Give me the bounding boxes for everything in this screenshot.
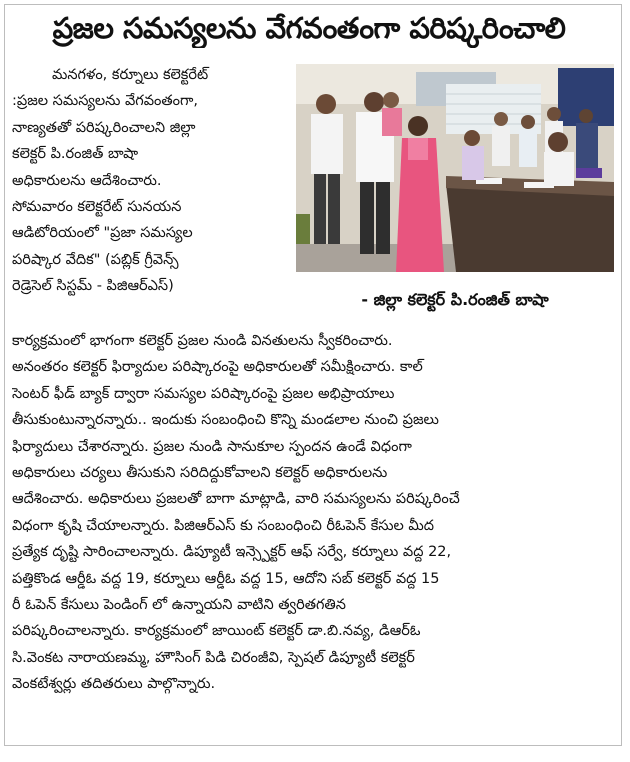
body-line: ఆదేశించారు. అధికారులు ప్రజలతో బాగా మాట్లాడి, వారి సమస్యలను పరిష్కరించే: [12, 491, 460, 508]
body-line: సి.వెంకట నారాయణమ్మ, హౌసింగ్ పిడి చిరంజీవి, స్పెషల్ డిప్యూటీ కలెక్టర్: [12, 649, 415, 666]
body-line: అనంతరం కలెక్టర్ ఫిర్యాదుల పరిష్కారంపై అధికారులతో సమీక్షించారు. కాల్: [12, 359, 423, 376]
body-line: ప్రత్యేక దృష్టి సారించాలన్నారు. డిప్యూటీ ఇన్స్పెక్టర్ ఆఫ్ సర్వే, కర్నూలు వద్ద 22,: [12, 544, 452, 561]
body-line: సెంటర్ ఫీడ్ బ్యాక్ ద్వారా సమస్యల పరిష్కారంపై ప్రజల అభిప్రాయాలు: [12, 385, 395, 402]
body-paragraph: [12, 328, 616, 738]
lead-line: రెడ్రెసెల్ సిస్టమ్ - పిజిఆర్ఎస్): [12, 278, 174, 295]
lead-line: మనగళం, కర్నూలు కలెక్టరేట్: [52, 67, 209, 83]
lead-line: పరిష్కార వేదిక" (పబ్లిక్ గ్రీవెన్స్: [12, 251, 179, 268]
body-line: పరిష్కరించాలన్నారు. కార్యక్రమంలో జాయింట్ కలెక్టర్ డా.బి.నవ్య, డిఆర్ఓ: [12, 623, 421, 640]
lead-paragraph: [12, 62, 292, 342]
headline: ప్రజల సమస్యలను వేగవంతంగా పరిష్కరించాలి: [52, 11, 566, 45]
photo-caption: - జిల్లా కలెక్టర్ పి.రంజిత్ బాషా: [361, 290, 549, 309]
lead-line: సోమవారం కలెక్టరేట్ సునయన: [12, 198, 182, 215]
lead-line: నాణ్యతతో పరిష్కరించాలని జిల్లా: [12, 119, 196, 136]
body-line: ఫిర్యాదులు చేశారన్నారు. ప్రజల నుండి సానుకూల స్పందన ఉండే విధంగా: [12, 438, 412, 455]
body-line: అధికారులు చర్యలు తీసుకుని సరిదిద్దుకోవాలని కలెక్టర్ అధికారులను: [12, 464, 388, 481]
lead-line: కలెక్టర్ పి.రంజిత్ బాషా: [12, 146, 139, 163]
lead-line: :ప్రజల సమస్యలను వేగవంతంగా,: [12, 93, 198, 110]
body-line: రీ ఓపెన్ కేసులు పెండింగ్ లో ఉన్నాయని వాటిని త్వరితగతిన: [12, 596, 346, 613]
body-line: తీసుకుంటున్నారన్నారు.. ఇందుకు సంబంధించి కొన్ని మండలాల నుంచి ప్రజలు: [12, 412, 439, 429]
body-line: కార్యక్రమంలో భాగంగా కలెక్టర్ ప్రజల నుండి వినతులను స్వీకరించారు.: [12, 333, 393, 349]
news-photo: [296, 64, 614, 272]
body-line: వెంకటేశ్వర్లు తదితరులు పాల్గొన్నారు.: [12, 676, 216, 693]
lead-line: అధికారులను ఆదేశించారు.: [12, 172, 162, 189]
body-line: పత్తికొండ ఆర్డీఓ వద్ద 19, కర్నూలు ఆర్డీఓ వద్ద 15, ఆదోని సబ్ కలెక్టర్ వద్ద 15: [12, 570, 440, 587]
body-line: విధంగా కృషి చేయాలన్నారు. పిజిఆర్ఎస్ కు సంబంధించి రీఓపెన్ కేసుల మీద: [12, 517, 434, 534]
lead-line: ఆడిటోరియంలో "ప్రజా సమస్యల: [12, 225, 193, 242]
